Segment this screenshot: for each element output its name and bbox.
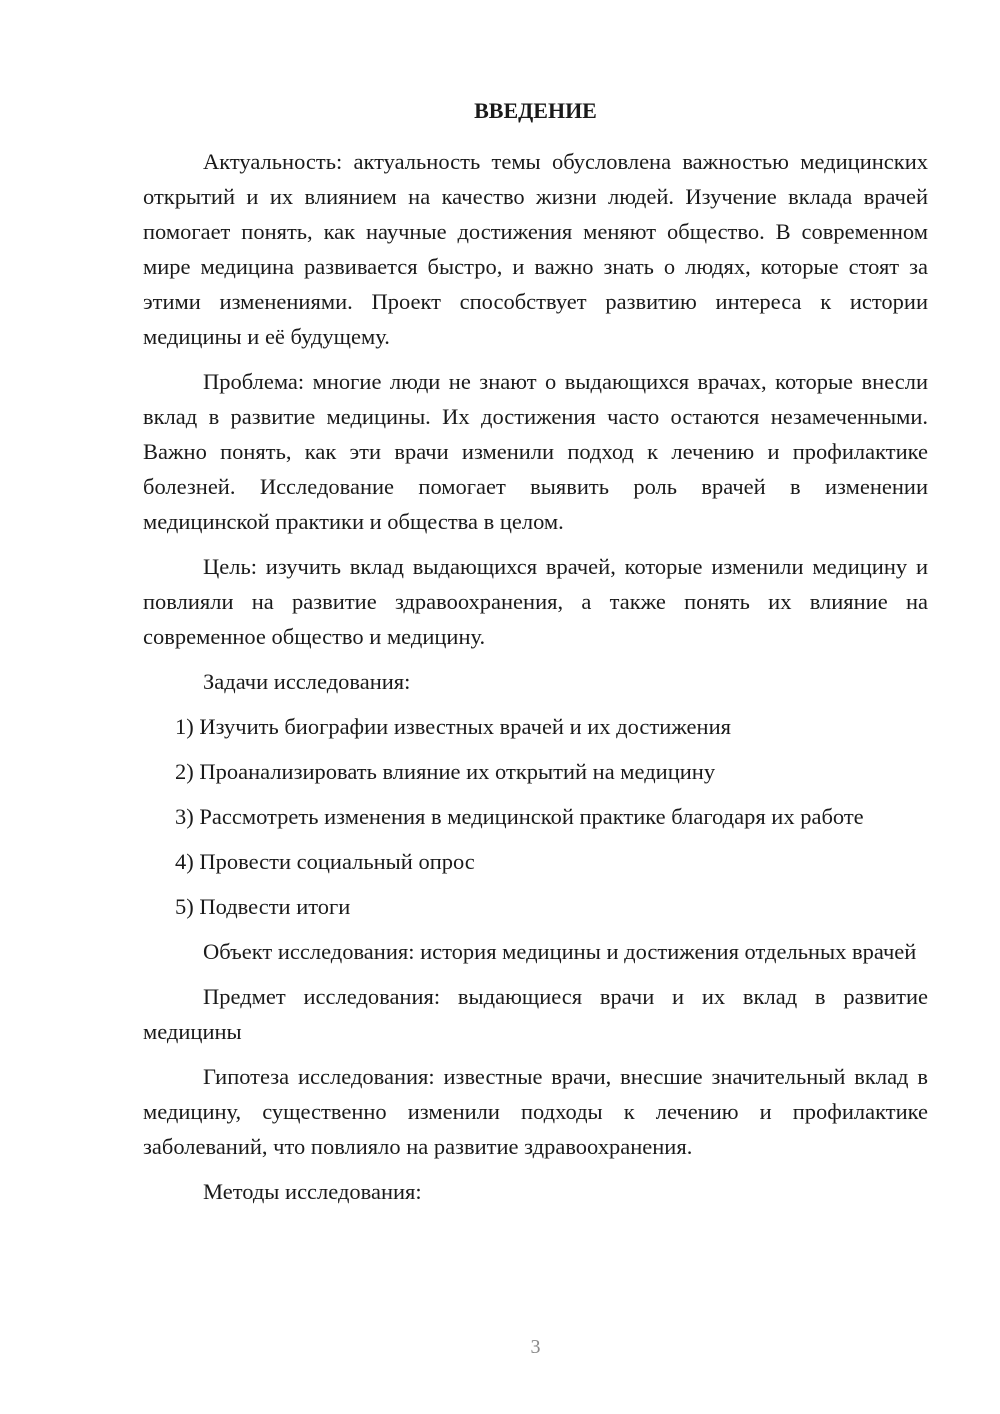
task-item-2: 2) Проанализировать влияние их открытий на медицину	[175, 759, 716, 784]
document-page	[143, 0, 928, 1414]
page-number: 3	[530, 1336, 541, 1358]
paragraph-hypothesis: Гипотеза исследования: известные врачи, внесшие значительный вклад в медицину, существенно изменили подходы к лечению и профилактике заболеваний, что повлияло на развитие здравоохранения.	[143, 1064, 928, 1159]
paragraph-problem: Проблема: многие люди не знают о выдающихся врачах, которые внесли вклад в развитие медицины. Их достижения часто остаются незамеченными. Важно понять, как эти врачи изменили подход к лечению и профилактике болезней. Исследование помогает выявить роль врачей в изменении медицинской практики и общества в целом.	[143, 369, 928, 534]
task-item-3: 3) Рассмотреть изменения в медицинской практике благодаря их работе	[175, 804, 864, 829]
paragraph-goal: Цель: изучить вклад выдающихся врачей, которые изменили медицину и повлияли на развитие здравоохранения, а также понять их влияние на современное общество и медицину.	[143, 554, 928, 649]
paragraph-methods: Методы исследования:	[203, 1179, 422, 1204]
task-item-1: 1) Изучить биографии известных врачей и их достижения	[175, 714, 731, 739]
body-text	[143, 144, 928, 1219]
paragraph-relevance: Актуальность: актуальность темы обусловлена важностью медицинских открытий и их влиянием на качество жизни людей. Изучение вклада врачей помогает понять, как научные достижения меняют общество. В современном мире медицина развивается быстро, и важно знать о людях, которые стоят за этими изменениями. Проект способствует развитию интереса к истории медицины и её будущему.	[143, 149, 928, 349]
paragraph-tasks-heading: Задачи исследования:	[203, 669, 411, 694]
task-item-5: 5) Подвести итоги	[175, 894, 351, 919]
task-item-4: 4) Провести социальный опрос	[175, 849, 475, 874]
page-title: ВВЕДЕНИЕ	[474, 98, 597, 123]
paragraph-object: Объект исследования: история медицины и достижения отдельных врачей	[203, 939, 917, 964]
paragraph-subject: Предмет исследования: выдающиеся врачи и их вклад в развитие медицины	[143, 984, 928, 1044]
